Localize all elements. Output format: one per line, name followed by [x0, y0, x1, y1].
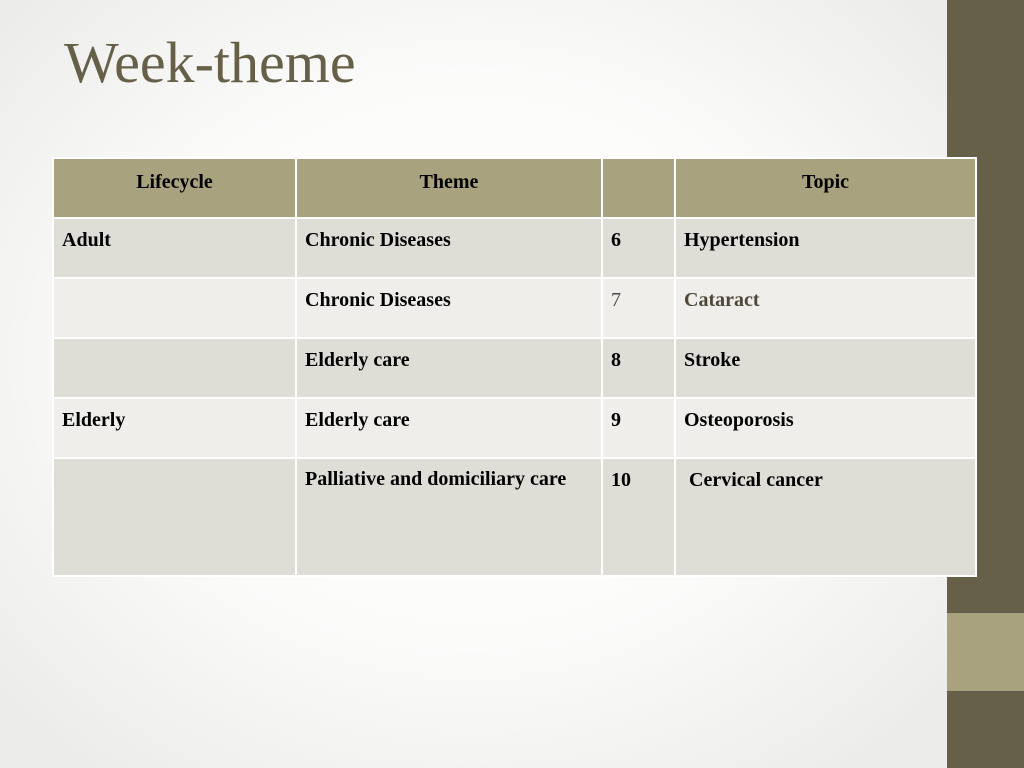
cell-week: 7 [602, 278, 675, 338]
cell-theme: Chronic Diseases [296, 218, 602, 278]
header-topic: Topic [675, 158, 976, 218]
header-week [602, 158, 675, 218]
cell-topic: Cervical cancer [675, 458, 976, 576]
cell-week: 10 [602, 458, 675, 576]
cell-theme [296, 458, 602, 576]
cell-theme: Elderly care [296, 398, 602, 458]
table-row [53, 458, 976, 576]
cell-topic: Osteoporosis [675, 398, 976, 458]
cell-week: 8 [602, 338, 675, 398]
cell-lifecycle [53, 278, 296, 338]
cell-lifecycle [53, 338, 296, 398]
cell-theme: Elderly care [296, 338, 602, 398]
cell-lifecycle: Elderly [53, 398, 296, 458]
slide-title: Week-theme [64, 30, 356, 95]
table-row [53, 398, 976, 458]
table-row [53, 338, 976, 398]
header-lifecycle: Lifecycle [53, 158, 296, 218]
cell-theme-text: Palliative and domiciliary care [305, 468, 567, 490]
header-theme: Theme [296, 158, 602, 218]
cell-week: 6 [602, 218, 675, 278]
table-row [53, 278, 976, 338]
cell-topic: Cataract [675, 278, 976, 338]
cell-topic: Stroke [675, 338, 976, 398]
cell-theme: Chronic Diseases [296, 278, 602, 338]
side-decor-accent [947, 613, 1024, 691]
table-header-row [53, 158, 976, 218]
week-theme-table [52, 157, 977, 577]
cell-lifecycle [53, 458, 296, 576]
table-row [53, 218, 976, 278]
cell-lifecycle: Adult [53, 218, 296, 278]
cell-topic: Hypertension [675, 218, 976, 278]
cell-week: 9 [602, 398, 675, 458]
